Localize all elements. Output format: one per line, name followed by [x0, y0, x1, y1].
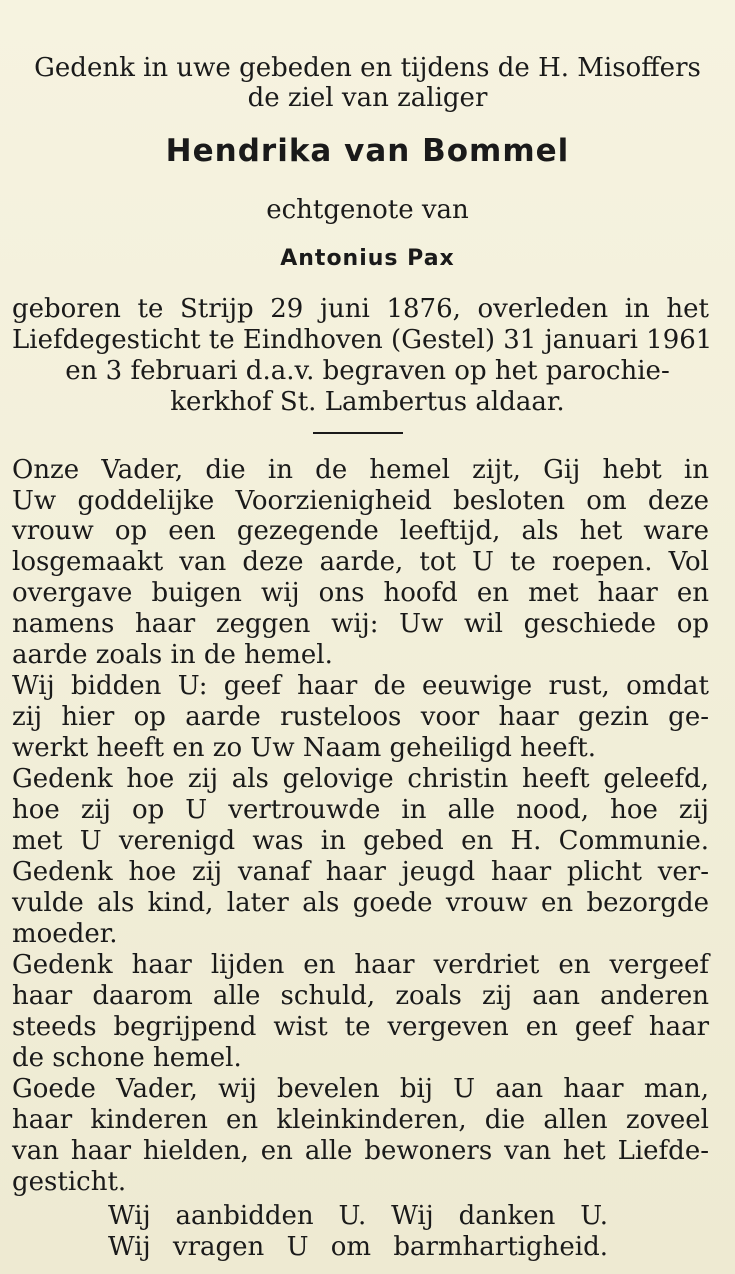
prayer-line: van haar hielden, en alle bewoners van het Liefde- [12, 1136, 709, 1166]
prayer-line: met U verenigd was in gebed en H. Communie. [12, 826, 709, 856]
prayer-line: vrouw op een gezegende leeftijd, als het ware [12, 516, 709, 546]
prayer-line: Wij bidden U: geef haar de eeuwige rust, omdat [12, 671, 709, 701]
spouse-name: Antonius Pax [280, 246, 455, 271]
intro-line: Gedenk in uwe gebeden en tijdens de H. Misoffers [34, 53, 701, 83]
deceased-name: Hendrika van Bommel [165, 133, 570, 169]
biography-line: geboren te Strijp 29 juni 1876, overleden in het [12, 294, 709, 324]
prayer-line: de schone hemel. [12, 1043, 242, 1073]
prayer-line: aarde zoals in de hemel. [12, 640, 333, 670]
prayer-line: moeder. [12, 919, 118, 949]
prayer-line: Onze Vader, die in de hemel zijt, Gij hebt in [12, 455, 709, 485]
closing-line: Wij aanbidden U. Wij danken U. [108, 1201, 608, 1231]
prayer-line: Gedenk haar lijden en haar verdriet en vergeef [12, 950, 709, 980]
prayer-line: overgave buigen wij ons hoofd en met haar en [12, 578, 709, 608]
prayer-line: werkt heeft en zo Uw Naam geheiligd heeft. [12, 733, 597, 763]
prayer-line: Goede Vader, wij bevelen bij U aan haar man, [12, 1074, 709, 1104]
prayer-line: hoe zij op U vertrouwde in alle nood, hoe zij [12, 795, 709, 825]
prayer-line: steeds begrijpend wist te vergeven en geef haar [12, 1012, 709, 1042]
prayer-line: haar daarom alle schuld, zoals zij aan anderen [12, 981, 709, 1011]
relation-text: echtgenote van [266, 195, 469, 225]
prayer-line: zij hier op aarde rusteloos voor haar gezin ge- [12, 702, 709, 732]
prayer-line: Gedenk hoe zij vanaf haar jeugd haar plicht ver- [12, 857, 709, 887]
prayer-line: Uw goddelijke Voorzienigheid besloten om deze [12, 486, 709, 516]
prayer-line: losgemaakt van deze aarde, tot U te roepen. Vol [12, 547, 709, 577]
biography-line: Liefdegesticht te Eindhoven (Gestel) 31 januari 1961 [12, 325, 713, 355]
prayer-line: Gedenk hoe zij als gelovige christin heeft geleefd, [12, 764, 709, 794]
biography-line: kerkhof St. Lambertus aldaar. [170, 387, 565, 417]
closing-line: Wij vragen U om barmhartigheid. [108, 1232, 608, 1262]
prayer-line: namens haar zeggen wij: Uw wil geschiede op [12, 609, 709, 639]
biography-line: en 3 februari d.a.v. begraven op het parochie- [65, 356, 670, 386]
prayer-line: vulde als kind, later als goede vrouw en bezorgde [12, 888, 709, 918]
prayer-line: haar kinderen en kleinkinderen, die allen zoveel [12, 1105, 709, 1135]
prayer-line: gesticht. [12, 1167, 127, 1197]
divider [313, 432, 403, 434]
intro-line: de ziel van zaliger [247, 83, 488, 113]
